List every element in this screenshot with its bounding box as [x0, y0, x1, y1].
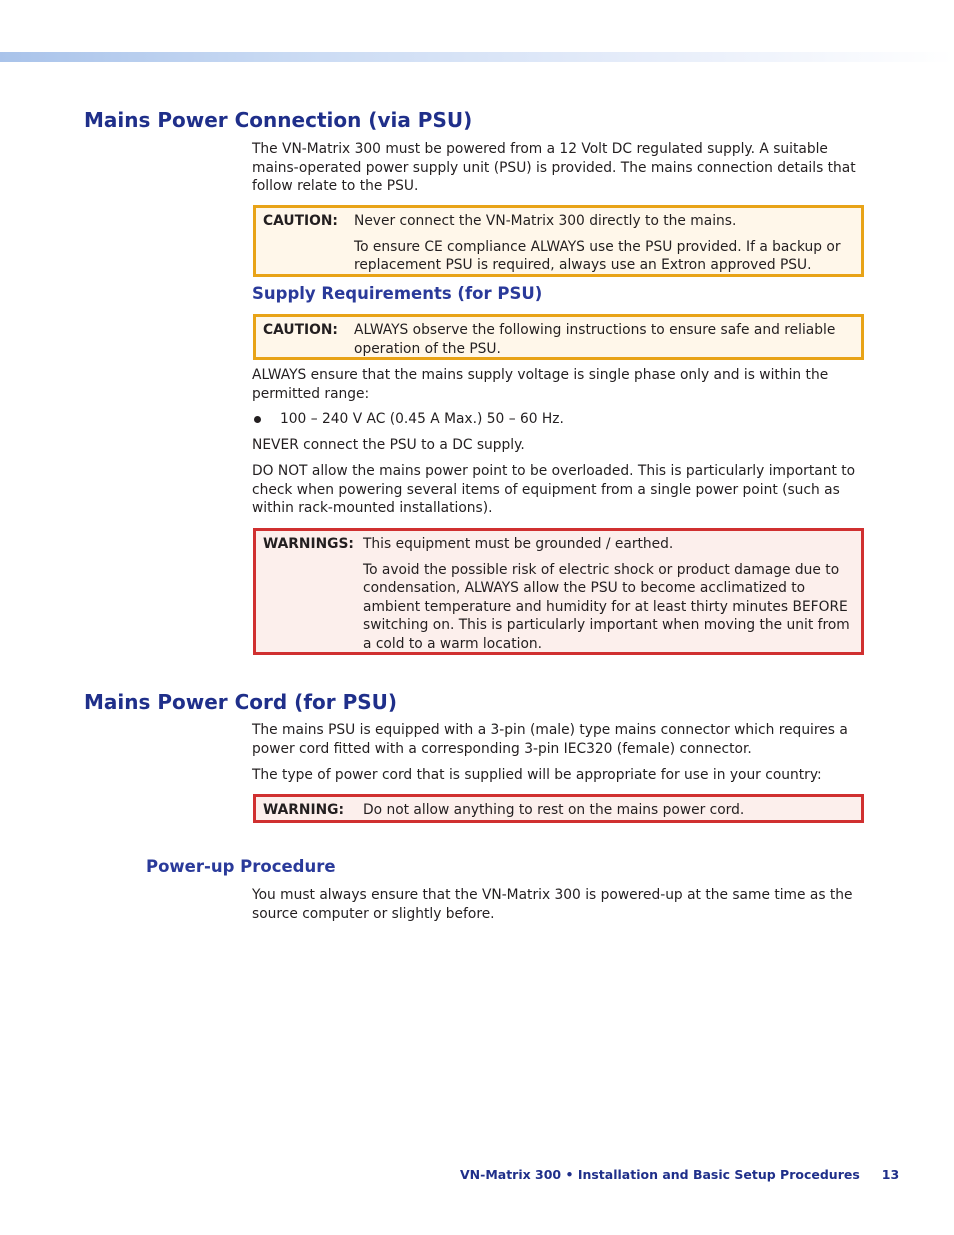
section-title-mains-power-cord: Mains Power Cord (for PSU)	[84, 690, 398, 714]
intro-paragraph: The VN-Matrix 300 must be powered from a 12 Volt DC regulated supply. A suitable mains-operated power supply unit (PSU) is provided. The mains connection details that follow relate to the PSU.	[252, 141, 856, 194]
caution-box-supply	[253, 314, 864, 360]
warnings-line-1: This equipment must be grounded / earthed.	[363, 536, 674, 552]
caution-text: ALWAYS observe the following instructions to ensure safe and reliable operation of the PSU.	[354, 322, 836, 357]
page-number: 13	[881, 1167, 900, 1182]
bullet-dot-icon	[254, 416, 261, 423]
caution-line-1: Never connect the VN-Matrix 300 directly to the mains.	[354, 213, 737, 229]
header-gradient-bar	[0, 52, 954, 62]
subsection-title-supply-requirements: Supply Requirements (for PSU)	[252, 284, 543, 303]
supply-paragraph-3: DO NOT allow the mains power point to be overloaded. This is particularly important to check when powering several items of equipment from a single power point (such as within rack-mounted installations).	[252, 463, 856, 516]
caution-label: CAUTION:	[263, 213, 338, 229]
caution-label: CAUTION:	[263, 322, 338, 338]
supply-paragraph-2: NEVER connect the PSU to a DC supply.	[252, 437, 525, 453]
warning-label: WARNING:	[263, 802, 344, 818]
page-footer	[460, 1167, 899, 1182]
warning-text: Do not allow anything to rest on the mains power cord.	[363, 802, 745, 818]
subsection-title-power-up-procedure: Power-up Procedure	[146, 857, 336, 876]
power-up-paragraph: You must always ensure that the VN-Matrix 300 is powered-up at the same time as the source computer or slightly before.	[252, 887, 853, 922]
warnings-label: WARNINGS:	[263, 536, 354, 552]
bullet-text: 100 – 240 V AC (0.45 A Max.) 50 – 60 Hz.	[280, 411, 564, 427]
warnings-box-supply	[253, 528, 864, 655]
footer-text: VN-Matrix 300 • Installation and Basic Setup Procedures	[460, 1167, 860, 1182]
cord-paragraph-2: The type of power cord that is supplied will be appropriate for use in your country:	[252, 767, 822, 783]
caution-line-2: To ensure CE compliance ALWAYS use the PSU provided. If a backup or replacement PSU is required, always use an Extron approved PSU.	[354, 238, 841, 273]
section-title-mains-power-connection: Mains Power Connection (via PSU)	[84, 108, 473, 132]
cord-paragraph-1: The mains PSU is equipped with a 3-pin (male) type mains connector which requires a power cord fitted with a corresponding 3-pin IEC320 (female) connector.	[252, 722, 848, 757]
warning-box-cord	[253, 794, 864, 823]
warnings-line-2: To avoid the possible risk of electric shock or product damage due to condensation, ALWAYS allow the PSU to become acclimatized to ambient temperature and humidity for at least thirty minutes BEFORE switching on. This is particularly important when moving the unit from a cold to a warm location.	[363, 561, 850, 652]
supply-paragraph-1: ALWAYS ensure that the mains supply voltage is single phase only and is within the permitted range:	[252, 367, 829, 402]
caution-box-mains	[253, 205, 864, 277]
